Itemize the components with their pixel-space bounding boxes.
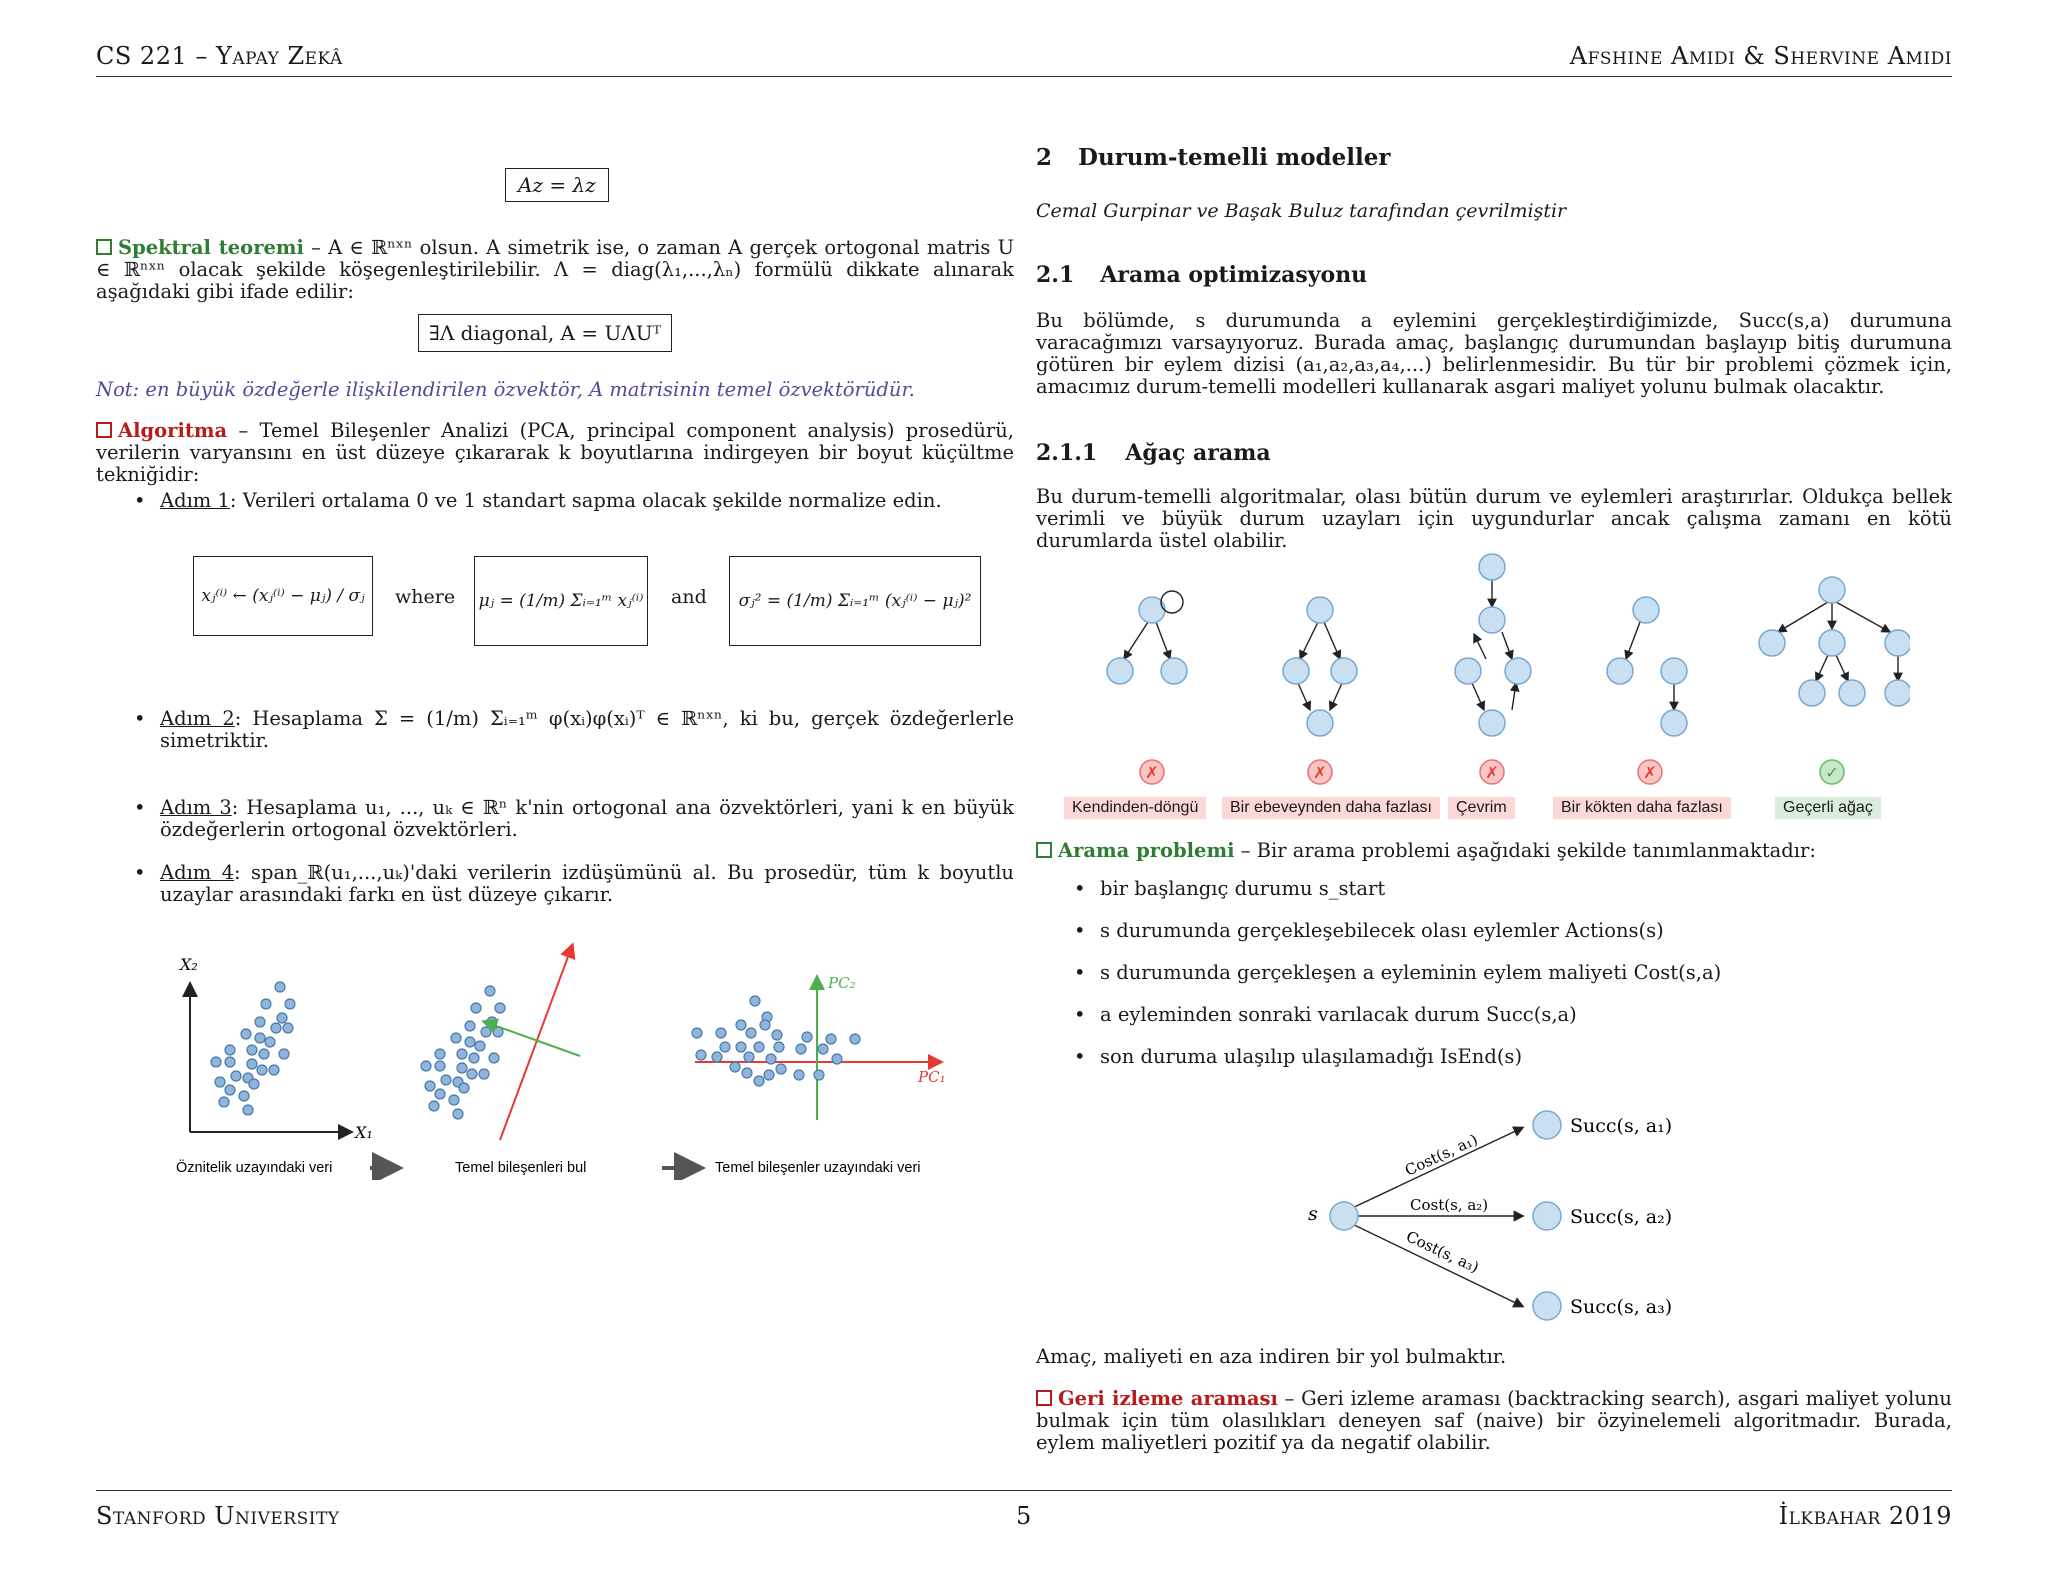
scatter-point	[241, 1029, 251, 1039]
scatter-point	[261, 999, 271, 1009]
scatter-point	[451, 1033, 461, 1043]
scatter-point	[489, 1053, 499, 1063]
scatter-point	[736, 1020, 746, 1030]
scatter-point	[435, 1049, 445, 1059]
x1-label: X₁	[355, 1123, 373, 1142]
scatter-point	[247, 1059, 257, 1069]
scatter-point	[257, 1065, 267, 1075]
svg-text:✓: ✓	[1825, 763, 1839, 782]
cost-a3: Cost(s, a₃)	[1403, 1227, 1482, 1277]
where-label: where	[395, 586, 456, 608]
scatter-point	[730, 1062, 740, 1072]
search-text: – Bir arama problemi aşağıdaki şekilde tanımlanmaktadır:	[1234, 839, 1816, 862]
scatter-point	[421, 1061, 431, 1071]
successor-figure	[1290, 1100, 1710, 1330]
step-text: : Verileri ortalama 0 ve 1 standart sapma olacak şekilde normalize edin.	[229, 489, 942, 512]
caption-3: Temel bileşenler uzayındaki veri	[715, 1160, 921, 1176]
succ-node	[1533, 1202, 1561, 1230]
subsubsection-number: 2.1.1	[1036, 440, 1098, 466]
spectral-theorem	[96, 237, 1014, 303]
step-2	[134, 707, 1014, 752]
scatter-point	[772, 1030, 782, 1040]
svg-text:✗: ✗	[1145, 763, 1159, 782]
cross-icon	[1480, 760, 1504, 784]
note: Not: en büyük özdeğerle ilişkilendirilen özvektör, A matrisinin temel özvektörüdür.	[96, 378, 915, 401]
search-item-text: s durumunda gerçekleşebilecek olası eylemler Actions(s)	[1100, 919, 1664, 942]
algorithm-title: Algoritma	[118, 419, 228, 442]
scatter-point	[696, 1050, 706, 1060]
scatter-point	[471, 1003, 481, 1013]
scatter-point	[754, 1042, 764, 1052]
cost-a1: Cost(s, a₁)	[1402, 1130, 1481, 1180]
scatter-point	[457, 1049, 467, 1059]
scatter-point	[742, 1068, 752, 1078]
state-s-label: s	[1308, 1203, 1318, 1225]
scatter-point	[219, 1097, 229, 1107]
scatter-point	[465, 1037, 475, 1047]
edge-a3	[1348, 1222, 1522, 1306]
tree-paragraph: Bu durum-temelli algoritmalar, olası bütün durum ve eylemleri araştırırlar. Oldukça bellek verimli ve büyük durum uzayları için uygundurlar ancak çalışma zamanı en kötü durumlarda üstel olabilir.	[1036, 485, 1952, 552]
scatter-point	[469, 1053, 479, 1063]
norm-box-1: xⱼ⁽ⁱ⁾ ← (xⱼ⁽ⁱ⁾ − μⱼ) / σⱼ	[193, 556, 373, 636]
scatter-point	[465, 1021, 475, 1031]
scatter-point	[774, 1042, 784, 1052]
scatter-point	[459, 1083, 469, 1093]
search-item	[1074, 1003, 1950, 1026]
subsubsection-heading	[1036, 440, 1271, 466]
check-icon	[1820, 760, 1844, 784]
tree-label-multi-parent: Bir ebeveynden daha fazlası	[1222, 797, 1440, 819]
scatter-point	[796, 1044, 806, 1054]
scatter-point	[479, 1069, 489, 1079]
succ-a1: Succ(s, a₁)	[1570, 1115, 1673, 1137]
algorithm-text: – Temel Bileşenler Analizi (PCA, principal component analysis) prosedürü, verilerin varyansını en üst düzeye çıkararak k boyutlarına indirgeyen bir boyut küçültme tekniğidir:	[96, 419, 1014, 486]
scatter-point	[211, 1057, 221, 1067]
succ-node	[1533, 1111, 1561, 1139]
translators: Cemal Gurpinar ve Başak Buluz tarafından çevrilmiştir	[1036, 200, 1567, 222]
intro-paragraph: Bu bölümde, s durumunda a eylemini gerçekleştirdiğimizde, Succ(s,a) durumuna varacağımızı varsayıyoruz. Burada amaç, başlangıç durumundan başlayıp bitiş durumuna götüren bir eylem dizisi (a₁,a₂,a₃,a₄,...) belirlenmesidir. Bu tür bir problemi çözmek için, amacımız durum-temelli modelleri kullanarak asgari maliyet yolunu bulmak olacaktır.	[1036, 309, 1952, 398]
search-item-text: s durumunda gerçekleşen a eyleminin eylem maliyeti Cost(s,a)	[1100, 961, 1722, 984]
search-item	[1074, 1045, 1950, 1068]
caption-2: Temel bileşenleri bul	[455, 1160, 587, 1176]
scatter-point	[481, 1027, 491, 1037]
cross-icon	[1308, 760, 1332, 784]
scatter-point	[255, 1033, 265, 1043]
backtracking	[1036, 1388, 1952, 1454]
scatter-point	[225, 1045, 235, 1055]
pc2-label: PC₂	[828, 974, 856, 992]
bullet-icon: •	[134, 707, 146, 730]
scatter-point	[776, 1064, 786, 1074]
pca-figure	[160, 940, 1000, 1180]
succ-a3: Succ(s, a₃)	[1570, 1296, 1673, 1318]
search-title: Arama problemi	[1058, 839, 1235, 862]
scatter-point	[231, 1071, 241, 1081]
step-1	[134, 489, 1014, 512]
checkbox-icon	[96, 239, 112, 255]
backtracking-title: Geri izleme araması	[1058, 1387, 1278, 1410]
scatter-point	[850, 1034, 860, 1044]
checkbox-icon	[1036, 1390, 1052, 1406]
scatter-point	[814, 1070, 824, 1080]
scatter-point	[249, 1079, 259, 1089]
goal-text: Amaç, maliyeti en aza indiren bir yol bulmaktır.	[1036, 1345, 1507, 1368]
scatter-point	[754, 1076, 764, 1086]
scatter-point	[744, 1052, 754, 1062]
cross-icon	[1638, 760, 1662, 784]
search-item	[1074, 919, 1950, 942]
scatter-point	[802, 1032, 812, 1042]
scatter-point	[215, 1077, 225, 1087]
section-title: Durum-temelli modeller	[1078, 144, 1391, 171]
spectral-equation: ∃Λ diagonal, A = UΛUᵀ	[418, 314, 672, 352]
search-item-text: bir başlangıç durumu s_start	[1100, 877, 1386, 900]
scatter-point	[255, 1017, 265, 1027]
step-3	[134, 796, 1014, 841]
subsection-title: Arama optimizasyonu	[1100, 262, 1368, 288]
scatter-point	[818, 1044, 828, 1054]
step-4	[134, 861, 1014, 906]
scatter-point	[449, 1095, 459, 1105]
succ-node	[1533, 1292, 1561, 1320]
step-label: Adım 4	[160, 861, 235, 884]
cost-a2: Cost(s, a₂)	[1410, 1196, 1489, 1214]
scatter-point	[243, 1105, 253, 1115]
checkbox-icon	[1036, 842, 1052, 858]
scatter-point	[832, 1054, 842, 1064]
spectral-title: Spektral teoremi	[118, 236, 304, 259]
scatter-point	[826, 1034, 836, 1044]
scatter-point	[435, 1089, 445, 1099]
bullet-icon: •	[1074, 1045, 1086, 1068]
scatter-point	[766, 1054, 776, 1064]
x2-label: X₂	[180, 955, 198, 974]
tree-label-valid: Geçerli ağaç	[1775, 797, 1881, 819]
pc1-line	[500, 946, 572, 1140]
backtracking-text: – Geri izleme araması (backtracking search), asgari maliyet yolunu bulmak için tüm olasılıkları deneyen saf (naive) bir özyinelemeli algoritmadır. Burada, eylem maliyetleri pozitif ya da negatif olabilir.	[1036, 1387, 1952, 1454]
state-s-node	[1330, 1202, 1358, 1230]
footer-rule	[96, 1490, 1952, 1491]
scatter-point	[746, 1028, 756, 1038]
scatter-point	[225, 1057, 235, 1067]
scatter-points	[421, 986, 505, 1119]
cross-icon	[1140, 760, 1164, 784]
svg-text:✗: ✗	[1643, 763, 1657, 782]
scatter-point	[760, 1020, 770, 1030]
page-number: 5	[1016, 1502, 1032, 1530]
bullet-icon: •	[1074, 877, 1086, 900]
scatter-points	[692, 996, 860, 1086]
bullet-icon: •	[134, 489, 146, 512]
subsection-number: 2.1	[1036, 262, 1075, 288]
bullet-icon: •	[134, 861, 146, 884]
step-label: Adım 3	[160, 796, 232, 819]
eigen-equation: Az = λz	[505, 168, 609, 202]
scatter-points	[211, 982, 295, 1115]
scatter-point	[441, 1075, 451, 1085]
scatter-point	[277, 1013, 287, 1023]
search-item	[1074, 961, 1950, 984]
scatter-point	[259, 1049, 269, 1059]
scatter-point	[271, 1023, 281, 1033]
scatter-point	[764, 1070, 774, 1080]
scatter-point	[225, 1085, 235, 1095]
step-label: Adım 1	[160, 489, 230, 512]
scatter-point	[275, 982, 285, 992]
section-number: 2	[1036, 144, 1053, 171]
step-label: Adım 2	[160, 707, 235, 730]
tree-figure	[1060, 545, 1910, 800]
and-label: and	[671, 586, 707, 608]
scatter-point	[736, 1042, 746, 1052]
scatter-point	[279, 1049, 289, 1059]
scatter-point	[750, 996, 760, 1006]
scatter-point	[453, 1109, 463, 1119]
bullet-icon: •	[1074, 1003, 1086, 1026]
scatter-point	[475, 1041, 485, 1051]
scatter-point	[495, 1003, 505, 1013]
search-item	[1074, 877, 1950, 900]
scatter-point	[457, 1063, 467, 1073]
svg-text:✗: ✗	[1485, 763, 1499, 782]
scatter-point	[716, 1028, 726, 1038]
norm-box-3: σⱼ² = (1/m) Σᵢ₌₁ᵐ (xⱼ⁽ⁱ⁾ − μⱼ)²	[729, 556, 981, 646]
scatter-point	[283, 1023, 293, 1033]
spectral-text: – A ∈ ℝⁿˣⁿ olsun. A simetrik ise, o zaman A gerçek ortogonal matris U ∈ ℝⁿˣⁿ olacak şekilde köşegenleştirilebilir. Λ = diag(λ₁,...,λₙ) formülü dikkate alınarak aşağıdaki gibi ifade edilir:	[96, 236, 1015, 303]
scatter-point	[720, 1042, 730, 1052]
pc1-label: PC₁	[918, 1068, 946, 1086]
svg-text:✗: ✗	[1313, 763, 1327, 782]
scatter-point	[485, 986, 495, 996]
bullet-icon: •	[1074, 919, 1086, 942]
footer-term: İlkbahar 2019	[1778, 1502, 1952, 1530]
footer-university: Stanford University	[96, 1502, 340, 1530]
tree-label-self-loop: Kendinden-döngü	[1064, 797, 1206, 819]
scatter-point	[692, 1028, 702, 1038]
search-item-text: a eyleminden sonraki varılacak durum Succ(s,a)	[1100, 1003, 1577, 1026]
caption-1: Öznitelik uzayındaki veri	[176, 1160, 333, 1176]
self-loop	[1161, 591, 1183, 613]
scatter-point	[239, 1091, 249, 1101]
step-text: : span_ℝ(u₁,...,uₖ)'daki verilerin izdüşümünü al. Bu prosedür, tüm k boyutlu uzaylar arasındaki farkı en üst düzeye çıkarır.	[160, 861, 1014, 906]
scatter-point	[429, 1101, 439, 1111]
bullet-icon: •	[1074, 961, 1086, 984]
succ-a2: Succ(s, a₂)	[1570, 1206, 1673, 1228]
subsection-heading	[1036, 262, 1367, 288]
scatter-point	[794, 1070, 804, 1080]
bullet-icon: •	[134, 796, 146, 819]
search-problem	[1036, 840, 1952, 862]
scatter-point	[467, 1069, 477, 1079]
section-heading	[1036, 144, 1390, 171]
scatter-point	[425, 1081, 435, 1091]
scatter-point	[269, 1065, 279, 1075]
header-rule	[96, 76, 1952, 77]
scatter-point	[247, 1045, 257, 1055]
norm-box-2: μⱼ = (1/m) Σᵢ₌₁ᵐ xⱼ⁽ⁱ⁾	[474, 556, 648, 646]
tree-nodes	[1107, 554, 1910, 736]
header-course: CS 221 – Yapay Zekâ	[96, 42, 343, 70]
checkbox-icon	[96, 422, 112, 438]
algorithm	[96, 420, 1014, 486]
subsubsection-title: Ağaç arama	[1125, 440, 1271, 466]
scatter-point	[712, 1052, 722, 1062]
search-item-text: son duruma ulaşılıp ulaşılamadığı IsEnd(s)	[1100, 1045, 1523, 1068]
scatter-point	[265, 1037, 275, 1047]
tree-label-multi-root: Bir kökten daha fazlası	[1553, 797, 1731, 819]
scatter-point	[285, 999, 295, 1009]
step-text: : Hesaplama u₁, ..., uₖ ∈ ℝⁿ k'nin ortogonal ana özvektörleri, yani k en büyük özdeğerlerin ortogonal özvektörleri.	[160, 796, 1014, 841]
step-text: : Hesaplama Σ = (1/m) Σᵢ₌₁ᵐ φ(xᵢ)φ(xᵢ)ᵀ ∈ ℝⁿˣⁿ, ki bu, gerçek özdeğerlerle simetriktir.	[160, 707, 1014, 752]
scatter-point	[435, 1061, 445, 1071]
tree-label-cycle: Çevrim	[1448, 797, 1515, 819]
header-authors: Afshine Amidi & Shervine Amidi	[1569, 42, 1952, 70]
